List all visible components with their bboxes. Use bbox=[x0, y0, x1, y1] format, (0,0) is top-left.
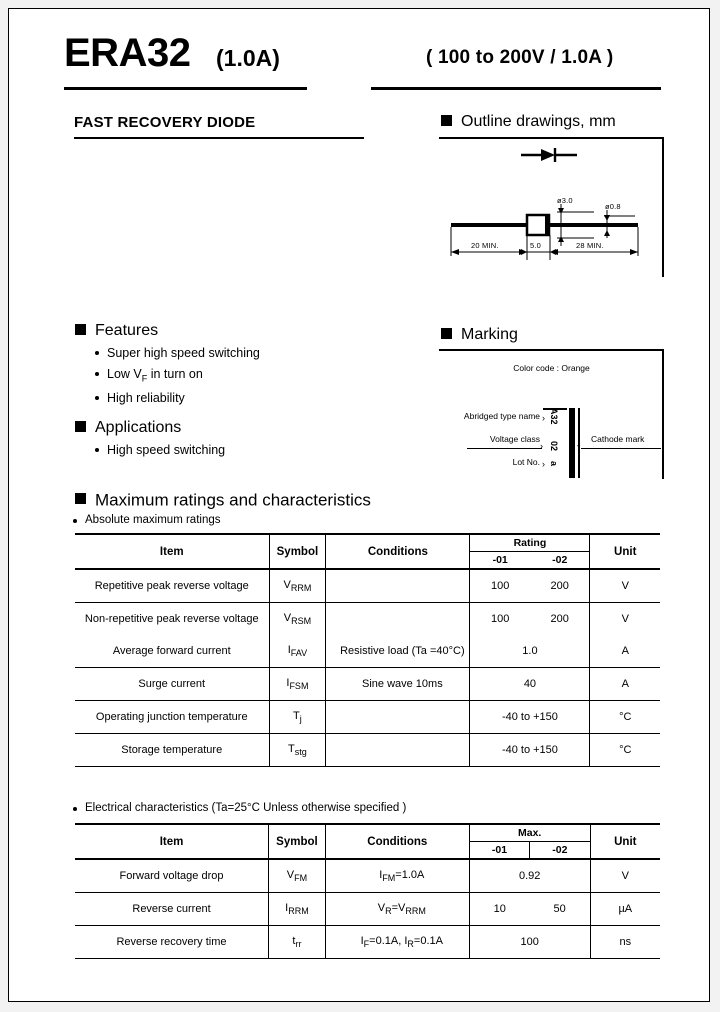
row-symbol: $V_{RSM}$ bbox=[269, 603, 326, 636]
row-max-value: 0.92 bbox=[469, 859, 590, 893]
row-max-value: 100 bbox=[469, 926, 590, 959]
row-rating-02: 200 bbox=[530, 569, 590, 603]
package-outline-drawing bbox=[439, 194, 664, 279]
arrow-cathode-mark-icon: ‹ bbox=[577, 440, 580, 450]
row-rating-value: -40 to +150 bbox=[470, 734, 590, 767]
row-unit: ns bbox=[590, 926, 660, 959]
part-current-rating: (1.0A) bbox=[216, 45, 280, 71]
col-header-unit: Unit bbox=[590, 824, 660, 859]
electrical-characteristics-caption: Electrical characteristics (Ta=25°C Unless otherwise specified ) bbox=[85, 802, 407, 814]
mark-abridged-type-name: A32 bbox=[549, 408, 559, 425]
mark-voltage-class: 02 bbox=[549, 441, 559, 452]
col-header-conditions: Conditions bbox=[326, 534, 470, 569]
col-header-rating-02: -02 bbox=[530, 552, 590, 570]
row-conditions bbox=[326, 701, 470, 734]
datasheet-page bbox=[8, 8, 710, 1002]
leader-voltage-class bbox=[467, 448, 542, 449]
section-maximum-ratings bbox=[75, 490, 371, 511]
row-conditions: $I_{FM}=1.0A$ bbox=[325, 859, 469, 893]
row-symbol: $T_j$ bbox=[269, 701, 326, 734]
row-item: Average forward current bbox=[75, 635, 269, 668]
device-type-title: FAST RECOVERY DIODE bbox=[74, 114, 256, 131]
cathode-band bbox=[569, 408, 575, 478]
row-item: Non-repetitive peak reverse voltage bbox=[75, 603, 269, 636]
col-header-symbol: Symbol bbox=[269, 824, 326, 859]
square-bullet-icon bbox=[441, 115, 452, 126]
outline-drawing-box bbox=[439, 137, 664, 277]
dim-left-lead-length: 20 MIN. bbox=[471, 241, 499, 250]
arrow-lot-no-icon: › bbox=[542, 459, 545, 469]
color-code-text: Color code : Orange bbox=[513, 363, 590, 373]
section-maximum-ratings-label: Maximum ratings and characteristics bbox=[95, 490, 371, 510]
row-conditions: $V_R=V_{RRM}$ bbox=[325, 893, 469, 926]
electrical-characteristics-table bbox=[75, 823, 660, 959]
dim-body-length: 5.0 bbox=[530, 241, 542, 250]
label-abridged-type-name: Abridged type name bbox=[463, 411, 540, 421]
row-unit: µA bbox=[590, 893, 660, 926]
voltage-current-range: ( 100 to 200V / 1.0A ) bbox=[426, 47, 614, 68]
row-symbol: $t_{rr}$ bbox=[269, 926, 326, 959]
list-item: High reliability bbox=[93, 391, 260, 405]
section-marking bbox=[441, 326, 518, 344]
row-max-01: 10 bbox=[469, 893, 529, 926]
col-header-max-01: -01 bbox=[469, 842, 529, 860]
dim-lead-diameter: ø0.8 bbox=[605, 202, 621, 211]
row-unit: °C bbox=[590, 734, 660, 767]
header-rule-left bbox=[64, 87, 307, 90]
row-conditions bbox=[326, 603, 470, 636]
label-voltage-class: Voltage class bbox=[489, 434, 540, 444]
row-unit: A bbox=[590, 668, 660, 701]
col-header-conditions: Conditions bbox=[325, 824, 469, 859]
page-header bbox=[64, 31, 664, 89]
row-symbol: $T_{stg}$ bbox=[269, 734, 326, 767]
col-header-rating-01: -01 bbox=[470, 552, 530, 570]
table-row bbox=[75, 635, 660, 668]
absolute-maximum-ratings-table bbox=[75, 533, 660, 767]
row-item: Operating junction temperature bbox=[75, 701, 269, 734]
square-bullet-icon bbox=[75, 421, 86, 432]
table-row bbox=[75, 926, 660, 959]
row-conditions bbox=[326, 569, 470, 603]
row-unit: °C bbox=[590, 701, 660, 734]
marking-body-left-edge bbox=[543, 408, 545, 410]
row-rating-value: 40 bbox=[470, 668, 590, 701]
row-conditions: Sine wave 10ms bbox=[326, 668, 470, 701]
square-bullet-icon bbox=[75, 324, 86, 335]
row-rating-01: 100 bbox=[470, 569, 530, 603]
row-unit: V bbox=[590, 859, 660, 893]
col-header-symbol: Symbol bbox=[269, 534, 326, 569]
label-cathode-mark: Cathode mark bbox=[591, 434, 645, 444]
col-header-unit: Unit bbox=[590, 534, 660, 569]
table-row bbox=[75, 701, 660, 734]
col-header-max-group: Max. bbox=[469, 824, 590, 842]
row-conditions: $I_F=0.1A$, $I_R=0.1A$ bbox=[325, 926, 469, 959]
row-symbol: $V_{RRM}$ bbox=[269, 569, 326, 603]
row-rating-value: 1.0 bbox=[470, 635, 590, 668]
row-item: Reverse recovery time bbox=[75, 926, 269, 959]
marking-box bbox=[439, 349, 664, 479]
row-rating-01: 100 bbox=[490, 613, 510, 625]
square-bullet-icon bbox=[75, 493, 86, 504]
section-marking-label: Marking bbox=[461, 326, 518, 343]
col-header-item: Item bbox=[75, 824, 269, 859]
row-unit: V bbox=[590, 603, 660, 636]
features-list bbox=[93, 346, 260, 412]
row-conditions: Resistive load (Ta =40°C) bbox=[326, 635, 470, 668]
table-row bbox=[75, 893, 660, 926]
list-item: Super high speed switching bbox=[93, 346, 260, 360]
part-number: ERA32 bbox=[64, 31, 191, 75]
row-unit: A bbox=[590, 635, 660, 668]
square-bullet-icon bbox=[441, 328, 452, 339]
row-item: Reverse current bbox=[75, 893, 269, 926]
arrow-type-name-icon: › bbox=[542, 413, 545, 423]
table-row bbox=[75, 569, 660, 603]
applications-list bbox=[93, 443, 225, 464]
device-type-rule bbox=[74, 137, 364, 139]
arrow-voltage-class-icon: › bbox=[540, 441, 543, 451]
table-row bbox=[75, 734, 660, 767]
row-symbol: $I_{RRM}$ bbox=[269, 893, 326, 926]
table-row bbox=[75, 668, 660, 701]
leader-cathode-mark bbox=[581, 448, 661, 449]
row-rating-value: -40 to +150 bbox=[470, 701, 590, 734]
table-row bbox=[75, 603, 660, 636]
section-outline-label: Outline drawings, mm bbox=[461, 113, 616, 130]
list-item: Low $V_F$ in turn on bbox=[93, 367, 260, 384]
row-max-02: 50 bbox=[530, 893, 590, 926]
header-rule-right bbox=[371, 87, 661, 90]
row-item: Surge current bbox=[75, 668, 269, 701]
row-item: Forward voltage drop bbox=[75, 859, 269, 893]
row-symbol: $I_{FAV}$ bbox=[269, 635, 326, 668]
row-unit: V bbox=[590, 569, 660, 603]
section-features-label: Features bbox=[95, 322, 159, 339]
section-features bbox=[75, 322, 158, 340]
mark-lot-no: a bbox=[549, 461, 559, 467]
section-applications-label: Applications bbox=[95, 419, 182, 436]
section-applications bbox=[75, 419, 181, 437]
table-row bbox=[75, 859, 660, 893]
section-outline-drawings bbox=[441, 113, 616, 131]
diode-symbol-icon bbox=[521, 147, 579, 168]
col-header-item: Item bbox=[75, 534, 269, 569]
absolute-max-caption: Absolute maximum ratings bbox=[85, 514, 221, 526]
col-header-rating-group: Rating bbox=[470, 534, 590, 552]
row-conditions bbox=[326, 734, 470, 767]
row-item: Storage temperature bbox=[75, 734, 269, 767]
row-symbol: $I_{FSM}$ bbox=[269, 668, 326, 701]
dim-body-diameter: ø3.0 bbox=[557, 196, 573, 205]
col-header-max-02: -02 bbox=[530, 842, 590, 860]
list-item: High speed switching bbox=[93, 443, 225, 457]
row-symbol: $V_{FM}$ bbox=[269, 859, 326, 893]
label-lot-no: Lot No. bbox=[512, 457, 540, 467]
row-rating-02: 200 bbox=[550, 613, 569, 625]
dim-right-lead-length: 28 MIN. bbox=[576, 241, 604, 250]
row-item: Repetitive peak reverse voltage bbox=[75, 569, 269, 603]
